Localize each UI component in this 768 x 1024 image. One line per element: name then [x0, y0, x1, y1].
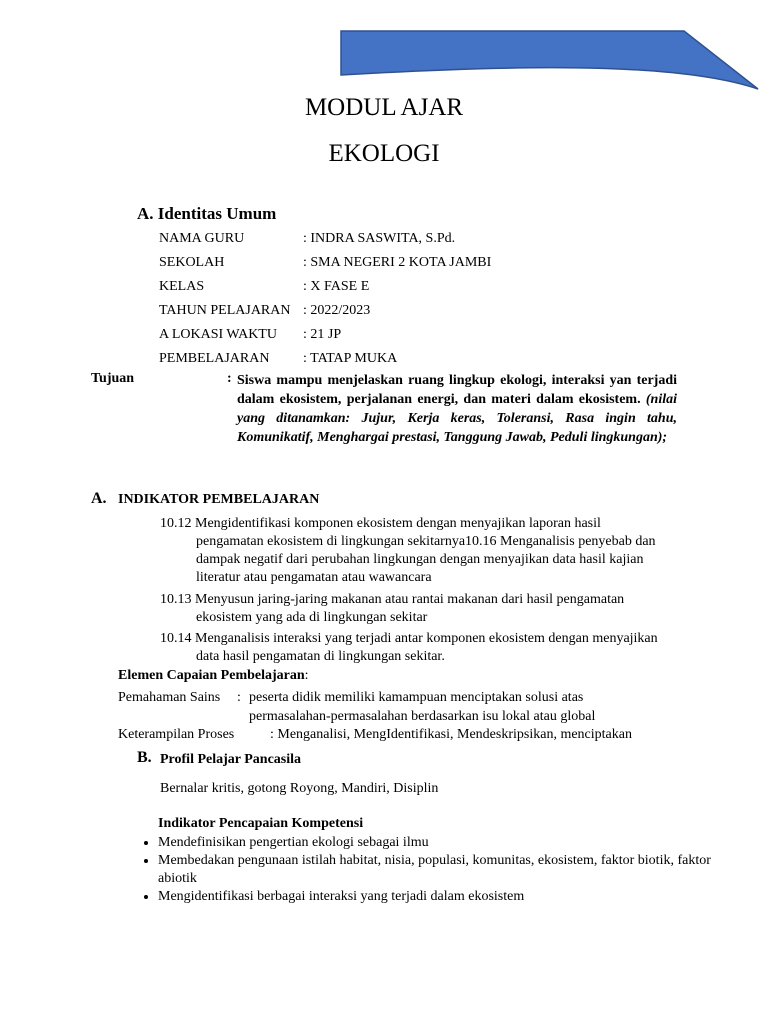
- profil-text: Bernalar kritis, gotong Royong, Mandiri, Disiplin: [160, 781, 439, 796]
- pemahaman-text-cont: permasalahan-permasalahan berdasarkan isu lokal atau global: [249, 709, 596, 724]
- identitas-label: A LOKASI WAKTU: [159, 327, 277, 342]
- identitas-label: TAHUN PELAJARAN: [159, 303, 291, 318]
- keterampilan-label: Keterampilan Proses: [118, 727, 235, 742]
- tujuan-values: (nilai yang ditanamkan: Jujur, Kerja keras, Toleransi, Rasa ingin tahu, Komunikatif, Menghargai prestasi, Tanggung Jawab, Peduli lingkungan);: [237, 392, 677, 445]
- identitas-label: KELAS: [159, 279, 205, 294]
- identitas-value: : INDRA SASWITA, S.Pd.: [303, 231, 456, 246]
- tujuan-text: [237, 371, 677, 447]
- pemahaman-colon: :: [237, 690, 241, 705]
- indikator-letter: A.: [91, 490, 107, 507]
- kompetensi-item: • Mengidentifikasi berbagai interaksi yang terjadi dalam ekosistem: [158, 888, 728, 906]
- tujuan-main: Siswa mampu menjelaskan ruang lingkup ekologi, interaksi yan terjadi dalam ekosistem, perjalanan energi, dan materi dalam ekosistem.: [237, 373, 677, 407]
- document-title: MODUL AJAR: [304, 94, 464, 121]
- kompetensi-item: • Membedakan pengunaan istilah habitat, nisia, populasi, komunitas, ekosistem, faktor biotik, faktor abiotik: [158, 852, 728, 888]
- identitas-value: : TATAP MUKA: [303, 351, 398, 366]
- profil-letter: B.: [137, 749, 152, 766]
- identitas-value: : SMA NEGERI 2 KOTA JAMBI: [303, 255, 492, 270]
- elemen-heading: Elemen Capaian Pembelajaran: [118, 668, 305, 683]
- header-banner-shape: [0, 0, 768, 100]
- keterampilan-value: : Menganalisi, MengIdentifikasi, Mendeskripsikan, menciptakan: [270, 727, 632, 742]
- identitas-label: SEKOLAH: [159, 255, 225, 270]
- indikator-item-cont: data hasil pengamatan di lingkungan sekitar.: [196, 649, 445, 664]
- pemahaman-label: Pemahaman Sains: [118, 690, 221, 705]
- indikator-item-cont: dampak negatif dari perubahan lingkungan dengan menyajikan data hasil kajian: [196, 552, 644, 567]
- banner-ribbon: [341, 31, 758, 89]
- identitas-label: NAMA GURU: [159, 231, 245, 246]
- kompetensi-list: [118, 834, 728, 906]
- identitas-label: PEMBELAJARAN: [159, 351, 270, 366]
- elemen-heading-colon: :: [304, 668, 309, 683]
- indikator-heading: INDIKATOR PEMBELAJARAN: [118, 492, 320, 507]
- indikator-item-line: 10.12 Mengidentifikasi komponen ekosistem dengan menyajikan laporan hasil: [160, 516, 601, 531]
- tujuan-label: Tujuan: [91, 371, 135, 386]
- identitas-value: : 21 JP: [303, 327, 342, 342]
- identitas-heading: A. Identitas Umum: [137, 204, 277, 223]
- pemahaman-text: peserta didik memiliki kamampuan menciptakan solusi atas: [249, 690, 584, 705]
- indikator-item-cont: pengamatan ekosistem di lingkungan sekitarnya10.16 Menganalisis penyebab dan: [196, 534, 656, 549]
- identitas-value: : X FASE E: [303, 279, 370, 294]
- indikator-item-line: 10.14 Menganalisis interaksi yang terjadi antar komponen ekosistem dengan menyajikan: [160, 631, 658, 646]
- indikator-item-cont: literatur atau pengamatan atau wawancara: [196, 570, 432, 585]
- indikator-item-line: 10.13 Menyusun jaring-jaring makanan atau rantai makanan dari hasil pengamatan: [160, 592, 625, 607]
- profil-heading: Profil Pelajar Pancasila: [160, 752, 302, 767]
- kompetensi-item: • Mendefinisikan pengertian ekologi sebagai ilmu: [158, 834, 728, 852]
- document-subtitle: EKOLOGI: [328, 140, 440, 167]
- tujuan-colon: :: [227, 371, 232, 386]
- elemen-heading-wrap: [118, 668, 309, 684]
- indikator-item-cont: ekosistem yang ada di lingkungan sekitar: [196, 610, 428, 625]
- kompetensi-heading: Indikator Pencapaian Kompetensi: [158, 816, 364, 831]
- identitas-value: : 2022/2023: [303, 303, 371, 318]
